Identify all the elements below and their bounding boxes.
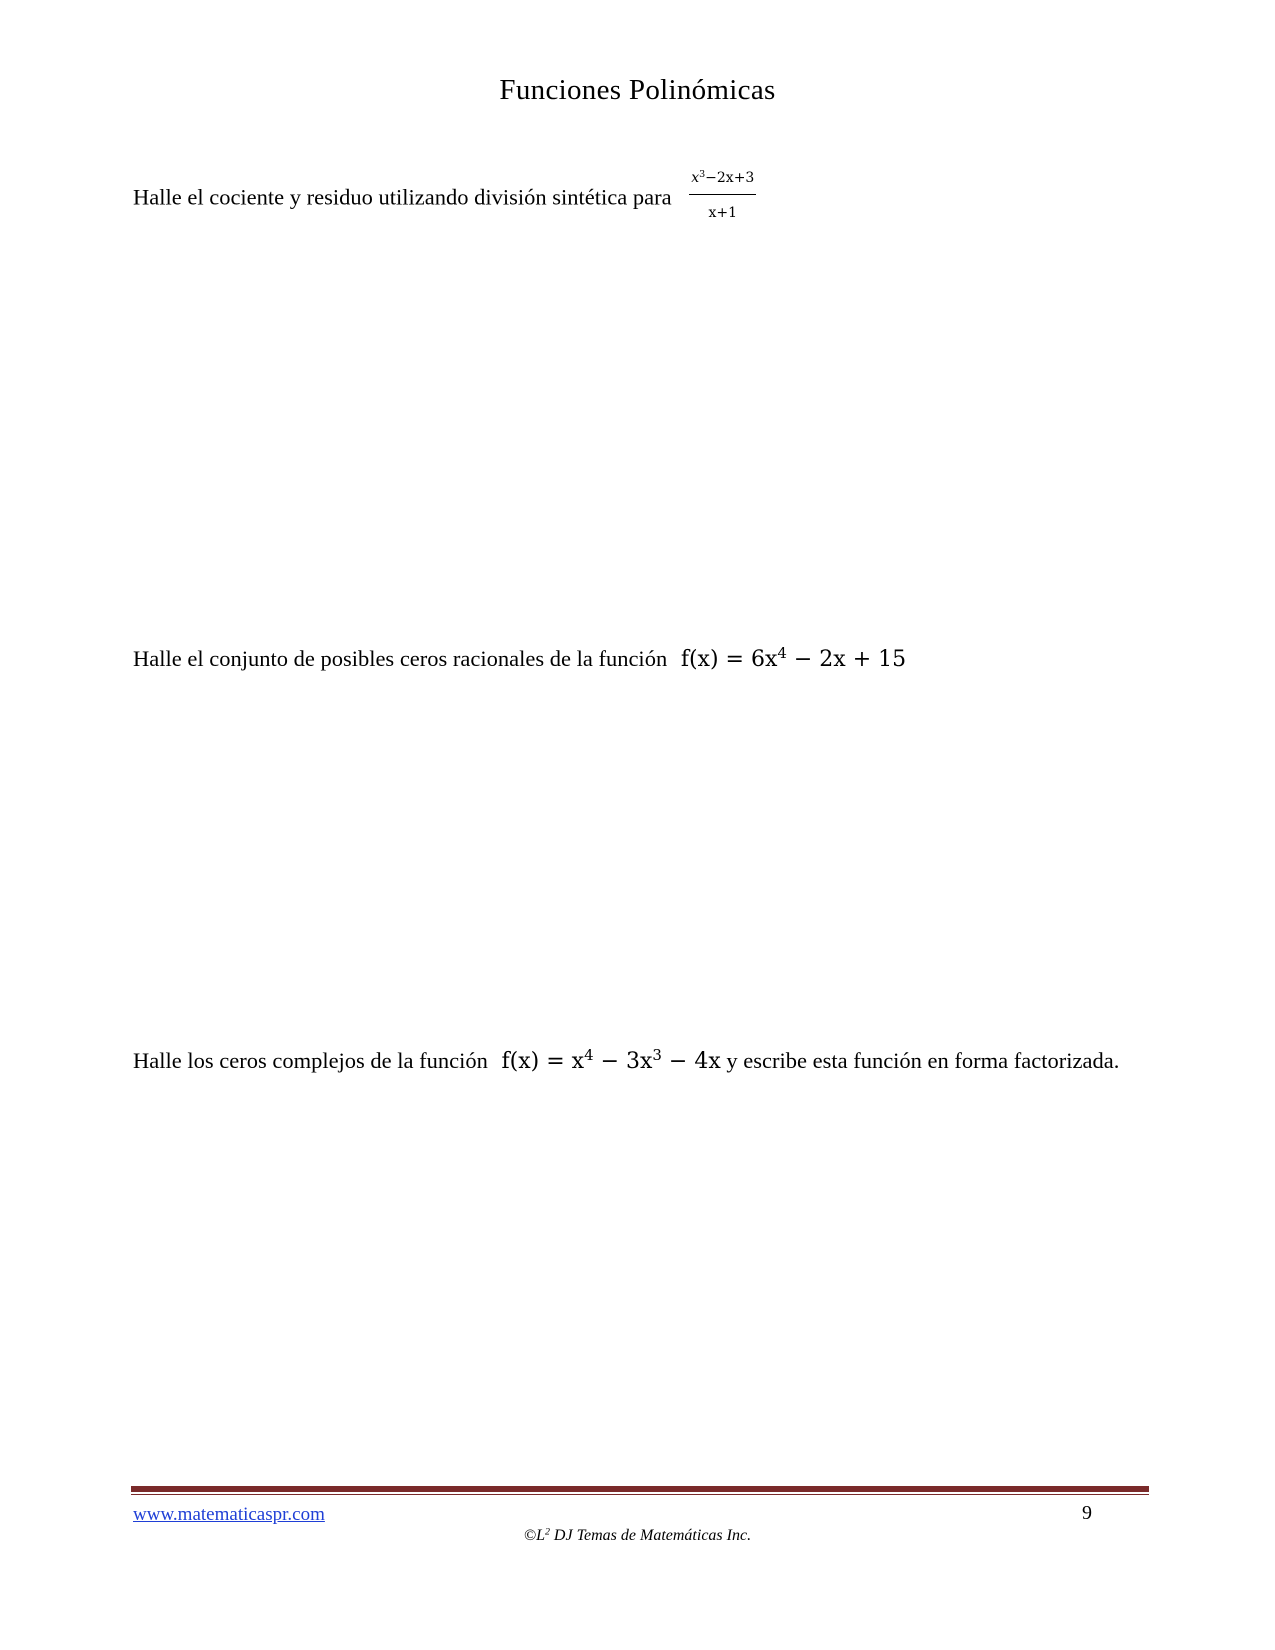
copyright-suffix: DJ Temas de Matemáticas Inc.: [553, 1527, 752, 1544]
numerator-exponent: 3: [699, 168, 706, 180]
equation-exponent-2: 3: [652, 1045, 662, 1064]
fraction-denominator: x+1: [708, 205, 738, 221]
problem-1-fraction: [689, 164, 756, 227]
equation-exponent: 4: [777, 643, 787, 662]
footer-rule-thin: [131, 1494, 1149, 1495]
problem-3: [133, 1047, 1143, 1076]
problem-2: [133, 645, 1143, 674]
copyright-notice: [0, 1527, 1275, 1545]
equation-part-b: − 3x: [593, 1049, 653, 1074]
fraction-numerator: [689, 164, 756, 195]
page-number: 9: [1082, 1502, 1092, 1524]
problem-3-text-after: y escribe esta función en forma factorizada.: [720, 1048, 1120, 1073]
problem-1: [133, 168, 1143, 231]
problem-3-text: Halle los ceros complejos de la función: [133, 1048, 488, 1073]
copyright-prefix: ©L: [523, 1527, 545, 1544]
problem-3-equation: [501, 1045, 721, 1074]
equation-part-c: − 4x: [661, 1049, 721, 1074]
equation-exponent-1: 4: [584, 1045, 594, 1064]
page-title: Funciones Polinómicas: [499, 74, 776, 106]
footer-website-link[interactable]: www.matematicaspr.com: [133, 1504, 325, 1525]
equation-part-b: − 2x + 15: [786, 647, 907, 672]
problem-1-text: Halle el cociente y residuo utilizando división sintética para: [133, 184, 672, 210]
numerator-rest: −2x+3: [705, 170, 755, 186]
equation-part-a: f(x) = 6x: [680, 647, 778, 672]
copyright-superscript: 2: [544, 1526, 550, 1538]
problem-2-text: Halle el conjunto de posibles ceros racionales de la función: [133, 646, 668, 671]
numerator-base: x: [691, 170, 700, 186]
footer-rule-thick: [131, 1486, 1149, 1492]
equation-part-a: f(x) = x: [501, 1049, 585, 1074]
problem-2-equation: [680, 643, 907, 672]
